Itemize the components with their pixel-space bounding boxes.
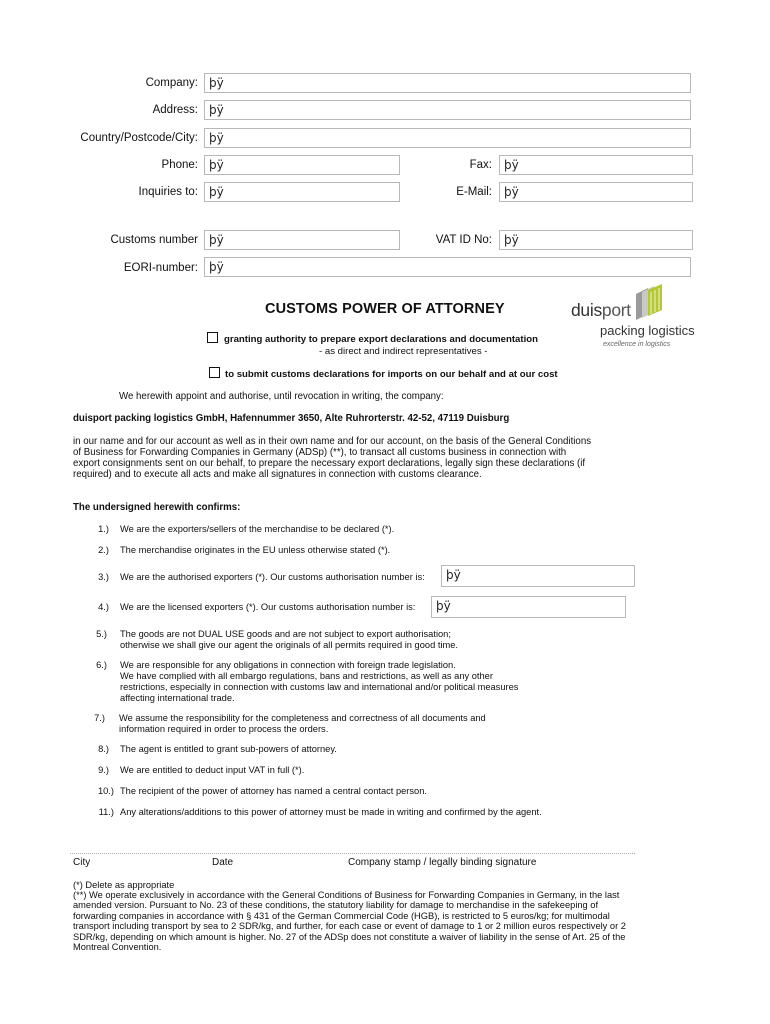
item-number: 10.) <box>97 786 114 796</box>
eori-label: EORI-number: <box>123 262 198 274</box>
item-number: 3.) <box>98 572 109 582</box>
list-item: We are responsible for any obligations in connection with foreign trade legislation. We have complied with all embargo regulations, bans and restrictions, as well as any other restrictions, especially in connection with customs law and international and/or political measures affecting international trade. <box>120 660 519 703</box>
email-label: E-Mail: <box>456 186 492 198</box>
list-item: We are entitled to deduct input VAT in full (*). <box>120 765 305 775</box>
list-item: The recipient of the power of attorney has named a central contact person. <box>120 786 427 796</box>
import-option-label: to submit customs declarations for imports on our behalf and at our cost <box>225 369 558 380</box>
authorised-exporter-number-input[interactable]: þÿ <box>441 565 635 587</box>
fax-input[interactable]: þÿ <box>499 155 693 175</box>
licensed-exporter-number-input[interactable]: þÿ <box>431 596 626 618</box>
list-item: We are the exporters/sellers of the merchandise to be declared (*). <box>120 524 395 534</box>
item-number: 6.) <box>96 660 107 670</box>
appoint-text: We herewith appoint and authorise, until revocation in writing, the company: <box>119 391 444 402</box>
export-option-label: granting authority to prepare export declarations and documentation <box>224 334 538 345</box>
inquiries-input[interactable]: þÿ <box>204 182 400 202</box>
export-option-subtitle: - as direct and indirect representatives - <box>319 346 488 357</box>
eori-input[interactable]: þÿ <box>204 257 691 277</box>
list-item: We assume the responsibility for the completeness and correctness of all documents and information required in order to process the orders. <box>119 713 486 734</box>
phone-input[interactable]: þÿ <box>204 155 400 175</box>
vat-id-input[interactable]: þÿ <box>499 230 693 250</box>
country-input[interactable]: þÿ <box>204 128 691 148</box>
phone-label: Phone: <box>161 159 198 171</box>
email-input[interactable]: þÿ <box>499 182 693 202</box>
customs-number-input[interactable]: þÿ <box>204 230 400 250</box>
agent-company-line: duisport packing logistics GmbH, Hafennummer 3650, Alte Ruhrorterstr. 42-52, 47119 Duisburg <box>73 413 510 424</box>
item-number: 7.) <box>94 713 105 723</box>
item-number: 2.) <box>98 545 109 555</box>
confirms-heading: The undersigned herewith confirms: <box>73 502 241 513</box>
customs-number-label: Customs number <box>110 234 198 246</box>
vat-id-label: VAT ID No: <box>435 234 492 246</box>
signature-divider <box>70 853 635 854</box>
item-number: 1.) <box>98 524 109 534</box>
footnote-adsp: (**) We operate exclusively in accordance with the General Conditions of Business for Forwarding Companies in Germany, in the last amended version. Pursuant to No. 23 of these conditions, the statutory liability for damage to merchandise in the safekeeping of forwarding companies in accordance with § 431 of the German Commercial Code (HGB), is restricted to 5 euros/kg; for multimodal transport including transport by sea to 2 SDR/kg, and further, for each case or event of damage to 1 or 2 million euros respectively or 2 SDR/kg, depending on which amount is higher. No. 27 of the ADSp does not constitute a waiver of liability in the sense of Art. 25 of the Montreal Convention. <box>73 890 626 953</box>
export-checkbox[interactable] <box>207 332 218 343</box>
item-number: 11.) <box>98 807 114 817</box>
logo-subtitle: packing logistics <box>600 323 695 338</box>
list-item: The goods are not DUAL USE goods and are not subject to export authorisation; otherwise we shall give our agent the originals of all permits required in good time. <box>120 629 458 650</box>
import-checkbox[interactable] <box>209 367 220 378</box>
address-label: Address: <box>152 104 198 116</box>
list-item: The agent is entitled to grant sub-powers of attorney. <box>120 744 337 754</box>
signature-date-label: Date <box>212 857 234 868</box>
fax-label: Fax: <box>469 159 492 171</box>
list-item: We are the authorised exporters (*). Our customs authorisation number is: <box>120 572 425 582</box>
country-label: Country/Postcode/City: <box>80 132 198 144</box>
company-label: Company: <box>145 77 198 89</box>
company-input[interactable]: þÿ <box>204 73 691 93</box>
list-item: The merchandise originates in the EU unless otherwise stated (*). <box>120 545 391 555</box>
address-input[interactable]: þÿ <box>204 100 691 120</box>
item-number: 4.) <box>98 602 109 612</box>
signature-stamp-label: Company stamp / legally binding signature <box>348 857 537 868</box>
item-number: 9.) <box>98 765 109 775</box>
logo-wordmark: duisport <box>571 300 631 320</box>
document-title: CUSTOMS POWER OF ATTORNEY <box>265 301 505 317</box>
list-item: Any alterations/additions to this power of attorney must be made in writing and confirmed by the agent. <box>120 807 542 817</box>
logo-mark-icon <box>634 284 664 320</box>
signature-city-label: City <box>73 857 91 868</box>
item-number: 5.) <box>96 629 107 639</box>
inquiries-label: Inquiries to: <box>138 186 198 198</box>
authorisation-body: in our name and for our account as well as in their own name and for our account, on the basis of the General Conditions of Business for Forwarding Companies in Germany (ADSp) (**), to transact all customs business in connection with export consignments sent on our behalf, to prepare the necessary export declarations, legally sign these declarations (if required) and to execute all acts and make all signatures in connection with customs clearance. <box>73 436 592 480</box>
item-number: 8.) <box>98 744 109 754</box>
logo-tagline: excellence in logistics <box>603 341 671 348</box>
list-item: We are the licensed exporters (*). Our customs authorisation number is: <box>120 602 416 612</box>
footnote-delete: (*) Delete as appropriate <box>73 880 175 890</box>
